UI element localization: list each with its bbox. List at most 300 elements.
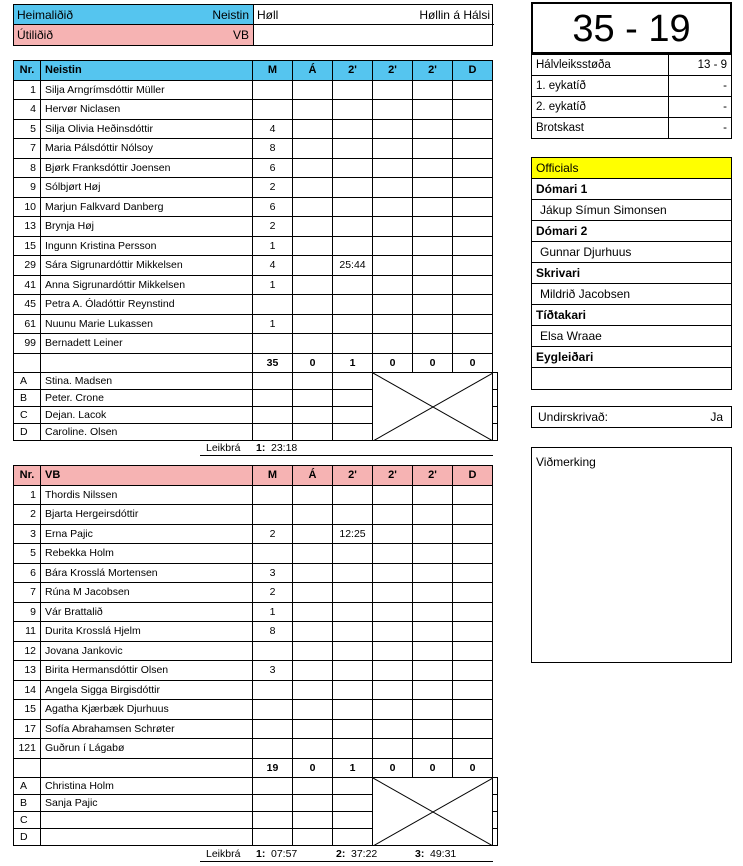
player-goals (253, 485, 293, 505)
player-goals (253, 700, 293, 720)
player-number: 9 (14, 602, 41, 622)
player-number: 6 (14, 563, 41, 583)
player-suspension-2 (373, 563, 413, 583)
player-number: 4 (14, 100, 41, 120)
summary-row (532, 118, 732, 139)
staff-warning (293, 424, 333, 441)
staff-warning (293, 373, 333, 390)
player-suspension-1 (333, 505, 373, 525)
player-warning (293, 236, 333, 256)
player-goals (253, 334, 293, 354)
totals-blank (41, 758, 253, 778)
player-suspension-1 (333, 275, 373, 295)
player-goals: 1 (253, 275, 293, 295)
player-goals: 4 (253, 119, 293, 139)
player-suspension-1 (333, 217, 373, 237)
totals-blank (14, 758, 41, 778)
staff-goals (253, 373, 293, 390)
player-name: Erna Pajic (41, 524, 253, 544)
staff-code: B (14, 390, 41, 407)
player-disqualification (453, 295, 493, 315)
player-disqualification (453, 256, 493, 276)
player-warning (293, 719, 333, 739)
player-disqualification (453, 661, 493, 681)
player-warning (293, 295, 333, 315)
official-role: Skrivari (532, 263, 731, 284)
player-name: Rúna M Jacobsen (41, 583, 253, 603)
timeout-number: 3: (415, 848, 425, 860)
player-name: Rebekka Holm (41, 544, 253, 564)
crossed-out-box (373, 778, 493, 846)
home-roster-table (13, 60, 498, 441)
player-disqualification (453, 505, 493, 525)
staff-code: A (14, 778, 41, 795)
player-warning (293, 602, 333, 622)
player-suspension-3 (413, 544, 453, 564)
player-name: Maria Pálsdóttir Nólsoy (41, 139, 253, 159)
total-suspension-2: 0 (373, 758, 413, 778)
staff-name (41, 829, 253, 846)
staff-name: Peter. Crone (41, 390, 253, 407)
player-suspension-1 (333, 80, 373, 100)
player-warning (293, 197, 333, 217)
staff-code: C (14, 407, 41, 424)
player-number: 12 (14, 641, 41, 661)
player-name: Thordis Nilssen (41, 485, 253, 505)
player-disqualification (453, 197, 493, 217)
player-row (14, 139, 498, 159)
col-disqualification: D (453, 61, 493, 81)
remarks-label: Viðmerking (536, 455, 596, 469)
officials-panel (531, 157, 732, 390)
total-goals: 19 (253, 758, 293, 778)
timeout-time: 23:18 (271, 442, 298, 454)
home-team-name: Neistin (212, 8, 249, 22)
home-timeouts (200, 442, 493, 456)
player-suspension-2 (373, 700, 413, 720)
player-disqualification (453, 622, 493, 642)
player-number: 7 (14, 583, 41, 603)
total-suspension-1: 1 (333, 353, 373, 373)
player-name: Sofía Abrahamsen Schrøter (41, 719, 253, 739)
player-disqualification (453, 100, 493, 120)
player-goals: 6 (253, 158, 293, 178)
player-row (14, 485, 498, 505)
player-warning (293, 100, 333, 120)
timeout-time: 37:22 (351, 848, 378, 860)
player-name: Bernadett Leiner (41, 334, 253, 354)
col-suspension-1: 2' (333, 61, 373, 81)
col-suspension-1: 2' (333, 466, 373, 486)
summary-row (532, 97, 732, 118)
player-name: Agatha Kjærbæk Djurhuus (41, 700, 253, 720)
official-name: Gunnar Djurhuus (532, 242, 731, 263)
player-name: Sára Sigrunardóttir Mikkelsen (41, 256, 253, 276)
player-name: Ingunn Kristina Persson (41, 236, 253, 256)
player-row (14, 739, 498, 759)
player-row (14, 80, 498, 100)
away-roster-table (13, 465, 498, 846)
staff-name: Caroline. Olsen (41, 424, 253, 441)
player-suspension-1 (333, 295, 373, 315)
player-warning (293, 641, 333, 661)
col-suspension-2: 2' (373, 466, 413, 486)
player-goals (253, 641, 293, 661)
player-row (14, 524, 498, 544)
player-suspension-1 (333, 622, 373, 642)
col-goals: M (253, 466, 293, 486)
officials-title: Officials (532, 158, 731, 179)
player-warning (293, 544, 333, 564)
player-suspension-3 (413, 622, 453, 642)
player-suspension-1 (333, 641, 373, 661)
player-suspension-2 (373, 256, 413, 276)
staff-row (14, 373, 498, 390)
official-role: Dómari 1 (532, 179, 731, 200)
player-suspension-1 (333, 602, 373, 622)
staff-name: Dejan. Lacok (41, 407, 253, 424)
totals-blank (41, 353, 253, 373)
player-number: 10 (14, 197, 41, 217)
player-suspension-2 (373, 485, 413, 505)
player-suspension-3 (413, 680, 453, 700)
col-goals: M (253, 61, 293, 81)
staff-code: B (14, 795, 41, 812)
player-goals (253, 505, 293, 525)
player-suspension-1 (333, 661, 373, 681)
player-number: 121 (14, 739, 41, 759)
player-goals: 3 (253, 661, 293, 681)
away-team-name: VB (232, 28, 249, 42)
player-suspension-2 (373, 602, 413, 622)
signature-box (531, 406, 732, 428)
player-suspension-3 (413, 139, 453, 159)
player-suspension-3 (413, 236, 453, 256)
player-disqualification (453, 524, 493, 544)
staff-name (41, 812, 253, 829)
player-warning (293, 739, 333, 759)
player-warning (293, 275, 333, 295)
player-suspension-2 (373, 197, 413, 217)
player-row (14, 178, 498, 198)
player-goals: 2 (253, 524, 293, 544)
away-timeouts (200, 848, 493, 862)
player-suspension-2 (373, 80, 413, 100)
player-suspension-3 (413, 563, 453, 583)
player-suspension-3 (413, 314, 453, 334)
player-suspension-2 (373, 275, 413, 295)
player-disqualification (453, 80, 493, 100)
player-suspension-2 (373, 505, 413, 525)
signature-value: Ja (710, 410, 723, 424)
player-number: 14 (14, 680, 41, 700)
player-goals: 1 (253, 236, 293, 256)
player-suspension-2 (373, 178, 413, 198)
timeout-label: Leikbrá (206, 442, 241, 454)
player-disqualification (453, 158, 493, 178)
player-disqualification (453, 178, 493, 198)
player-number: 13 (14, 217, 41, 237)
player-suspension-1 (333, 544, 373, 564)
staff-name: Christina Holm (41, 778, 253, 795)
player-suspension-3 (413, 602, 453, 622)
player-disqualification (453, 680, 493, 700)
staff-suspension (333, 373, 373, 390)
player-suspension-3 (413, 700, 453, 720)
staff-goals (253, 829, 293, 846)
player-warning (293, 217, 333, 237)
player-suspension-2 (373, 719, 413, 739)
total-suspension-3: 0 (413, 353, 453, 373)
player-warning (293, 178, 333, 198)
player-disqualification (453, 739, 493, 759)
total-warning: 0 (293, 353, 333, 373)
player-name: Durita Krosslá Hjelm (41, 622, 253, 642)
player-suspension-3 (413, 485, 453, 505)
player-suspension-2 (373, 524, 413, 544)
player-goals: 4 (253, 256, 293, 276)
player-disqualification (453, 563, 493, 583)
cross-mark-icon (373, 373, 493, 441)
player-warning (293, 505, 333, 525)
staff-warning (293, 829, 333, 846)
player-disqualification (453, 217, 493, 237)
player-suspension-1 (333, 485, 373, 505)
player-warning (293, 661, 333, 681)
staff-warning (293, 407, 333, 424)
col-nr: Nr. (14, 61, 41, 81)
player-goals: 2 (253, 217, 293, 237)
player-suspension-3 (413, 80, 453, 100)
player-suspension-1: 12:25 (333, 524, 373, 544)
totals-blank (14, 353, 41, 373)
summary-label: 2. eykatíð (532, 97, 669, 118)
player-row (14, 505, 498, 525)
staff-suspension (333, 829, 373, 846)
player-goals (253, 295, 293, 315)
staff-disqualification (493, 778, 498, 795)
player-suspension-1 (333, 719, 373, 739)
staff-code: C (14, 812, 41, 829)
col-suspension-3: 2' (413, 61, 453, 81)
player-warning (293, 80, 333, 100)
player-name: Brynja Høj (41, 217, 253, 237)
player-name: Hervør Niclasen (41, 100, 253, 120)
staff-warning (293, 778, 333, 795)
player-suspension-3 (413, 295, 453, 315)
staff-warning (293, 812, 333, 829)
player-name: Nuunu Marie Lukassen (41, 314, 253, 334)
player-name: Guðrun í Lágabø (41, 739, 253, 759)
player-number: 3 (14, 524, 41, 544)
player-name: Bjarta Hergeirsdóttir (41, 505, 253, 525)
venue-row (254, 5, 494, 25)
player-disqualification (453, 334, 493, 354)
away-team-row (14, 25, 254, 45)
player-suspension-2 (373, 622, 413, 642)
official-name: Mildrið Jacobsen (532, 284, 731, 305)
staff-warning (293, 390, 333, 407)
player-suspension-3 (413, 524, 453, 544)
player-suspension-2 (373, 100, 413, 120)
player-goals: 1 (253, 314, 293, 334)
player-disqualification (453, 719, 493, 739)
score-summary-table (531, 54, 732, 139)
player-suspension-1 (333, 334, 373, 354)
player-suspension-1 (333, 700, 373, 720)
player-warning (293, 334, 333, 354)
official-name: Elsa Wraae (532, 326, 731, 347)
summary-value: - (669, 97, 732, 118)
player-row (14, 544, 498, 564)
player-name: Angela Sigga Birgisdóttir (41, 680, 253, 700)
player-row (14, 641, 498, 661)
total-disqualification: 0 (453, 353, 493, 373)
player-name: Anna Sigrunardóttir Mikkelsen (41, 275, 253, 295)
player-number: 13 (14, 661, 41, 681)
total-warning: 0 (293, 758, 333, 778)
player-number: 45 (14, 295, 41, 315)
col-team-name: VB (41, 466, 253, 486)
player-disqualification (453, 700, 493, 720)
player-suspension-1 (333, 583, 373, 603)
staff-code: D (14, 424, 41, 441)
staff-suspension (333, 778, 373, 795)
player-suspension-2 (373, 544, 413, 564)
summary-label: Brotskast (532, 118, 669, 139)
summary-row (532, 76, 732, 97)
player-number: 61 (14, 314, 41, 334)
player-suspension-1 (333, 139, 373, 159)
staff-goals (253, 778, 293, 795)
timeout-number: 1: (256, 848, 266, 860)
player-suspension-2 (373, 739, 413, 759)
player-suspension-3 (413, 119, 453, 139)
player-row (14, 295, 498, 315)
player-goals (253, 100, 293, 120)
player-name: Silja Arngrímsdóttir Müller (41, 80, 253, 100)
player-suspension-3 (413, 100, 453, 120)
col-suspension-3: 2' (413, 466, 453, 486)
player-warning (293, 119, 333, 139)
player-suspension-3 (413, 256, 453, 276)
staff-disqualification (493, 373, 498, 390)
player-row (14, 314, 498, 334)
match-header (13, 4, 493, 46)
staff-warning (293, 795, 333, 812)
staff-goals (253, 424, 293, 441)
player-number: 7 (14, 139, 41, 159)
staff-goals (253, 407, 293, 424)
player-suspension-1 (333, 314, 373, 334)
venue-blank (254, 25, 494, 45)
col-warning: Á (293, 61, 333, 81)
player-goals: 8 (253, 622, 293, 642)
player-suspension-1: 25:44 (333, 256, 373, 276)
timeout-number: 1: (256, 442, 266, 454)
player-disqualification (453, 602, 493, 622)
player-suspension-2 (373, 295, 413, 315)
summary-value: - (669, 118, 732, 139)
staff-code: A (14, 373, 41, 390)
player-warning (293, 583, 333, 603)
staff-disqualification (493, 424, 498, 441)
player-name: Sólbjørt Høj (41, 178, 253, 198)
player-name: Birita Hermansdóttir Olsen (41, 661, 253, 681)
total-disqualification: 0 (453, 758, 493, 778)
player-suspension-1 (333, 197, 373, 217)
player-name: Jovana Jankovic (41, 641, 253, 661)
player-suspension-2 (373, 314, 413, 334)
player-row (14, 100, 498, 120)
player-suspension-2 (373, 158, 413, 178)
player-suspension-2 (373, 583, 413, 603)
player-number: 5 (14, 544, 41, 564)
player-suspension-1 (333, 563, 373, 583)
player-warning (293, 680, 333, 700)
player-goals (253, 719, 293, 739)
staff-goals (253, 795, 293, 812)
player-suspension-3 (413, 641, 453, 661)
player-row (14, 700, 498, 720)
venue-name: Høllin á Hálsi (419, 8, 490, 22)
player-disqualification (453, 236, 493, 256)
staff-suspension (333, 795, 373, 812)
player-suspension-3 (413, 739, 453, 759)
player-number: 1 (14, 485, 41, 505)
player-disqualification (453, 314, 493, 334)
player-suspension-2 (373, 217, 413, 237)
staff-disqualification (493, 390, 498, 407)
player-warning (293, 314, 333, 334)
official-role: Tíðtakari (532, 305, 731, 326)
player-row (14, 563, 498, 583)
total-suspension-3: 0 (413, 758, 453, 778)
player-suspension-3 (413, 275, 453, 295)
player-suspension-1 (333, 236, 373, 256)
player-number: 8 (14, 158, 41, 178)
player-warning (293, 563, 333, 583)
player-suspension-3 (413, 158, 453, 178)
player-disqualification (453, 641, 493, 661)
player-warning (293, 158, 333, 178)
player-warning (293, 524, 333, 544)
remarks-box (531, 447, 732, 663)
staff-suspension (333, 407, 373, 424)
col-team-name: Neistin (41, 61, 253, 81)
home-team-row (14, 5, 254, 25)
total-goals: 35 (253, 353, 293, 373)
player-row (14, 217, 498, 237)
player-number: 1 (14, 80, 41, 100)
timeout-number: 2: (336, 848, 346, 860)
player-row (14, 602, 498, 622)
player-suspension-3 (413, 197, 453, 217)
player-disqualification (453, 119, 493, 139)
total-suspension-1: 1 (333, 758, 373, 778)
player-suspension-2 (373, 139, 413, 159)
player-row (14, 275, 498, 295)
official-role: Eygleiðari (532, 347, 731, 368)
official-role: Dómari 2 (532, 221, 731, 242)
staff-code: D (14, 829, 41, 846)
home-label: Heimaliðið (17, 8, 74, 22)
player-name: Bára Krosslá Mortensen (41, 563, 253, 583)
player-suspension-3 (413, 334, 453, 354)
player-number: 99 (14, 334, 41, 354)
player-suspension-1 (333, 158, 373, 178)
player-warning (293, 700, 333, 720)
